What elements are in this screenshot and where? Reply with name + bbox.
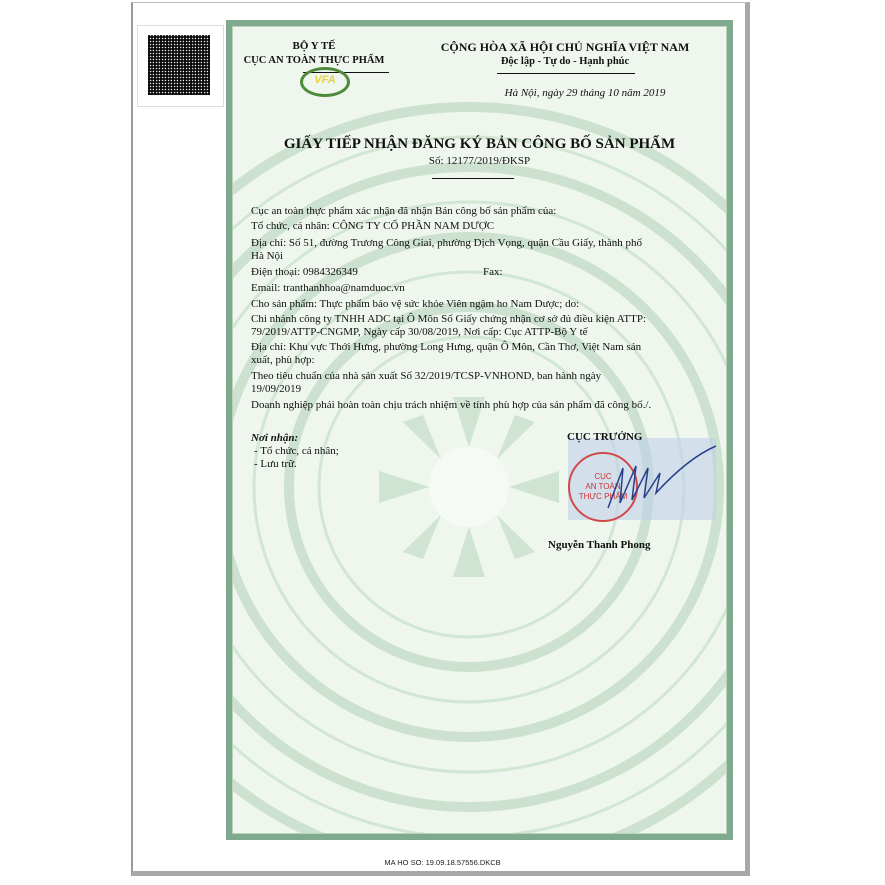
issue-date: Hà Nội, ngày 29 tháng 10 năm 2019 [504,87,666,99]
body-line: Cục an toàn thực phẩm xác nhận đã nhận Bản công bố sản phẩm của: [251,205,557,217]
recipient-item: - Tổ chức, cá nhân; [254,445,339,457]
body-line: Email: tranthanhhoa@namduoc.vn [251,282,405,294]
body-line: Địa chỉ: Số 51, đường Trương Công Giai, phường Dịch Vọng, quận Cầu Giấy, thành phố [251,237,642,249]
body-line: Điện thoại: 0984326349 [251,266,358,278]
stamp-text: CỤC [594,472,612,481]
document-number: Số: 12177/2019/ĐKSP [428,155,531,167]
country-name: CỘNG HÒA XÃ HỘI CHỦ NGHĨA VIỆT NAM [440,40,690,54]
body-line: Doanh nghiệp phải hoàn toàn chịu trách nhiệm về tính phù hợp của sản phẩm đã công bố./. [251,399,652,411]
ministry-name: BỘ Y TẾ [292,40,336,52]
body-line: 79/2019/ATTP-CNGMP, Ngày cấp 30/08/2019, Nơi cấp: Cục ATTP-Bộ Y tế [251,326,588,338]
body-line: 19/09/2019 [251,383,302,395]
signer-name: Nguyễn Thanh Phong [548,539,651,551]
logo-text: VFA [314,74,336,86]
recipient-item: - Lưu trữ. [254,458,297,470]
vfa-logo [300,67,350,97]
signer-title: CỤC TRƯỞNG [567,431,643,443]
signature [568,438,718,528]
document-title: GIẤY TIẾP NHẬN ĐĂNG KÝ BẢN CÔNG BỐ SẢN PHẨM [283,136,676,152]
body-line: Địa chỉ: Khu vực Thới Hưng, phường Long Hưng, quận Ô Môn, Cần Thơ, Việt Nam sản [251,341,642,353]
body-line: Chi nhánh công ty TNHH ADC tại Ô Môn Số Giấy chứng nhận cơ sở đủ điều kiện ATTP: [251,313,647,325]
divider [432,178,514,179]
body-line: Tổ chức, cá nhân: CÔNG TY CỔ PHẦN NAM DƯỢC [251,220,495,232]
stamp-text: AN TOÀN [585,482,621,491]
body-line: xuất, phù hợp: [251,354,315,366]
divider [497,73,635,74]
file-code: MA HO SO: 19.09.18.57556.DKCB [384,858,501,867]
fax-label: Fax: [483,266,503,278]
agency-name: CỤC AN TOÀN THỰC PHẨM [243,55,385,66]
stamp-text: THỰC PHẨM [578,492,628,501]
motto: Độc lập - Tự do - Hạnh phúc [500,56,630,67]
body-line: Hà Nội [251,250,284,262]
body-line: Theo tiêu chuẩn của nhà sản xuất Số 32/2019/TCSP-VNHOND, ban hành ngày [251,370,602,382]
recipients-heading: Nơi nhận: [251,432,299,444]
qr-code [148,35,210,95]
body-line: Cho sản phẩm: Thực phẩm bảo vệ sức khỏe Viên ngậm ho Nam Dược; do: [251,298,580,310]
